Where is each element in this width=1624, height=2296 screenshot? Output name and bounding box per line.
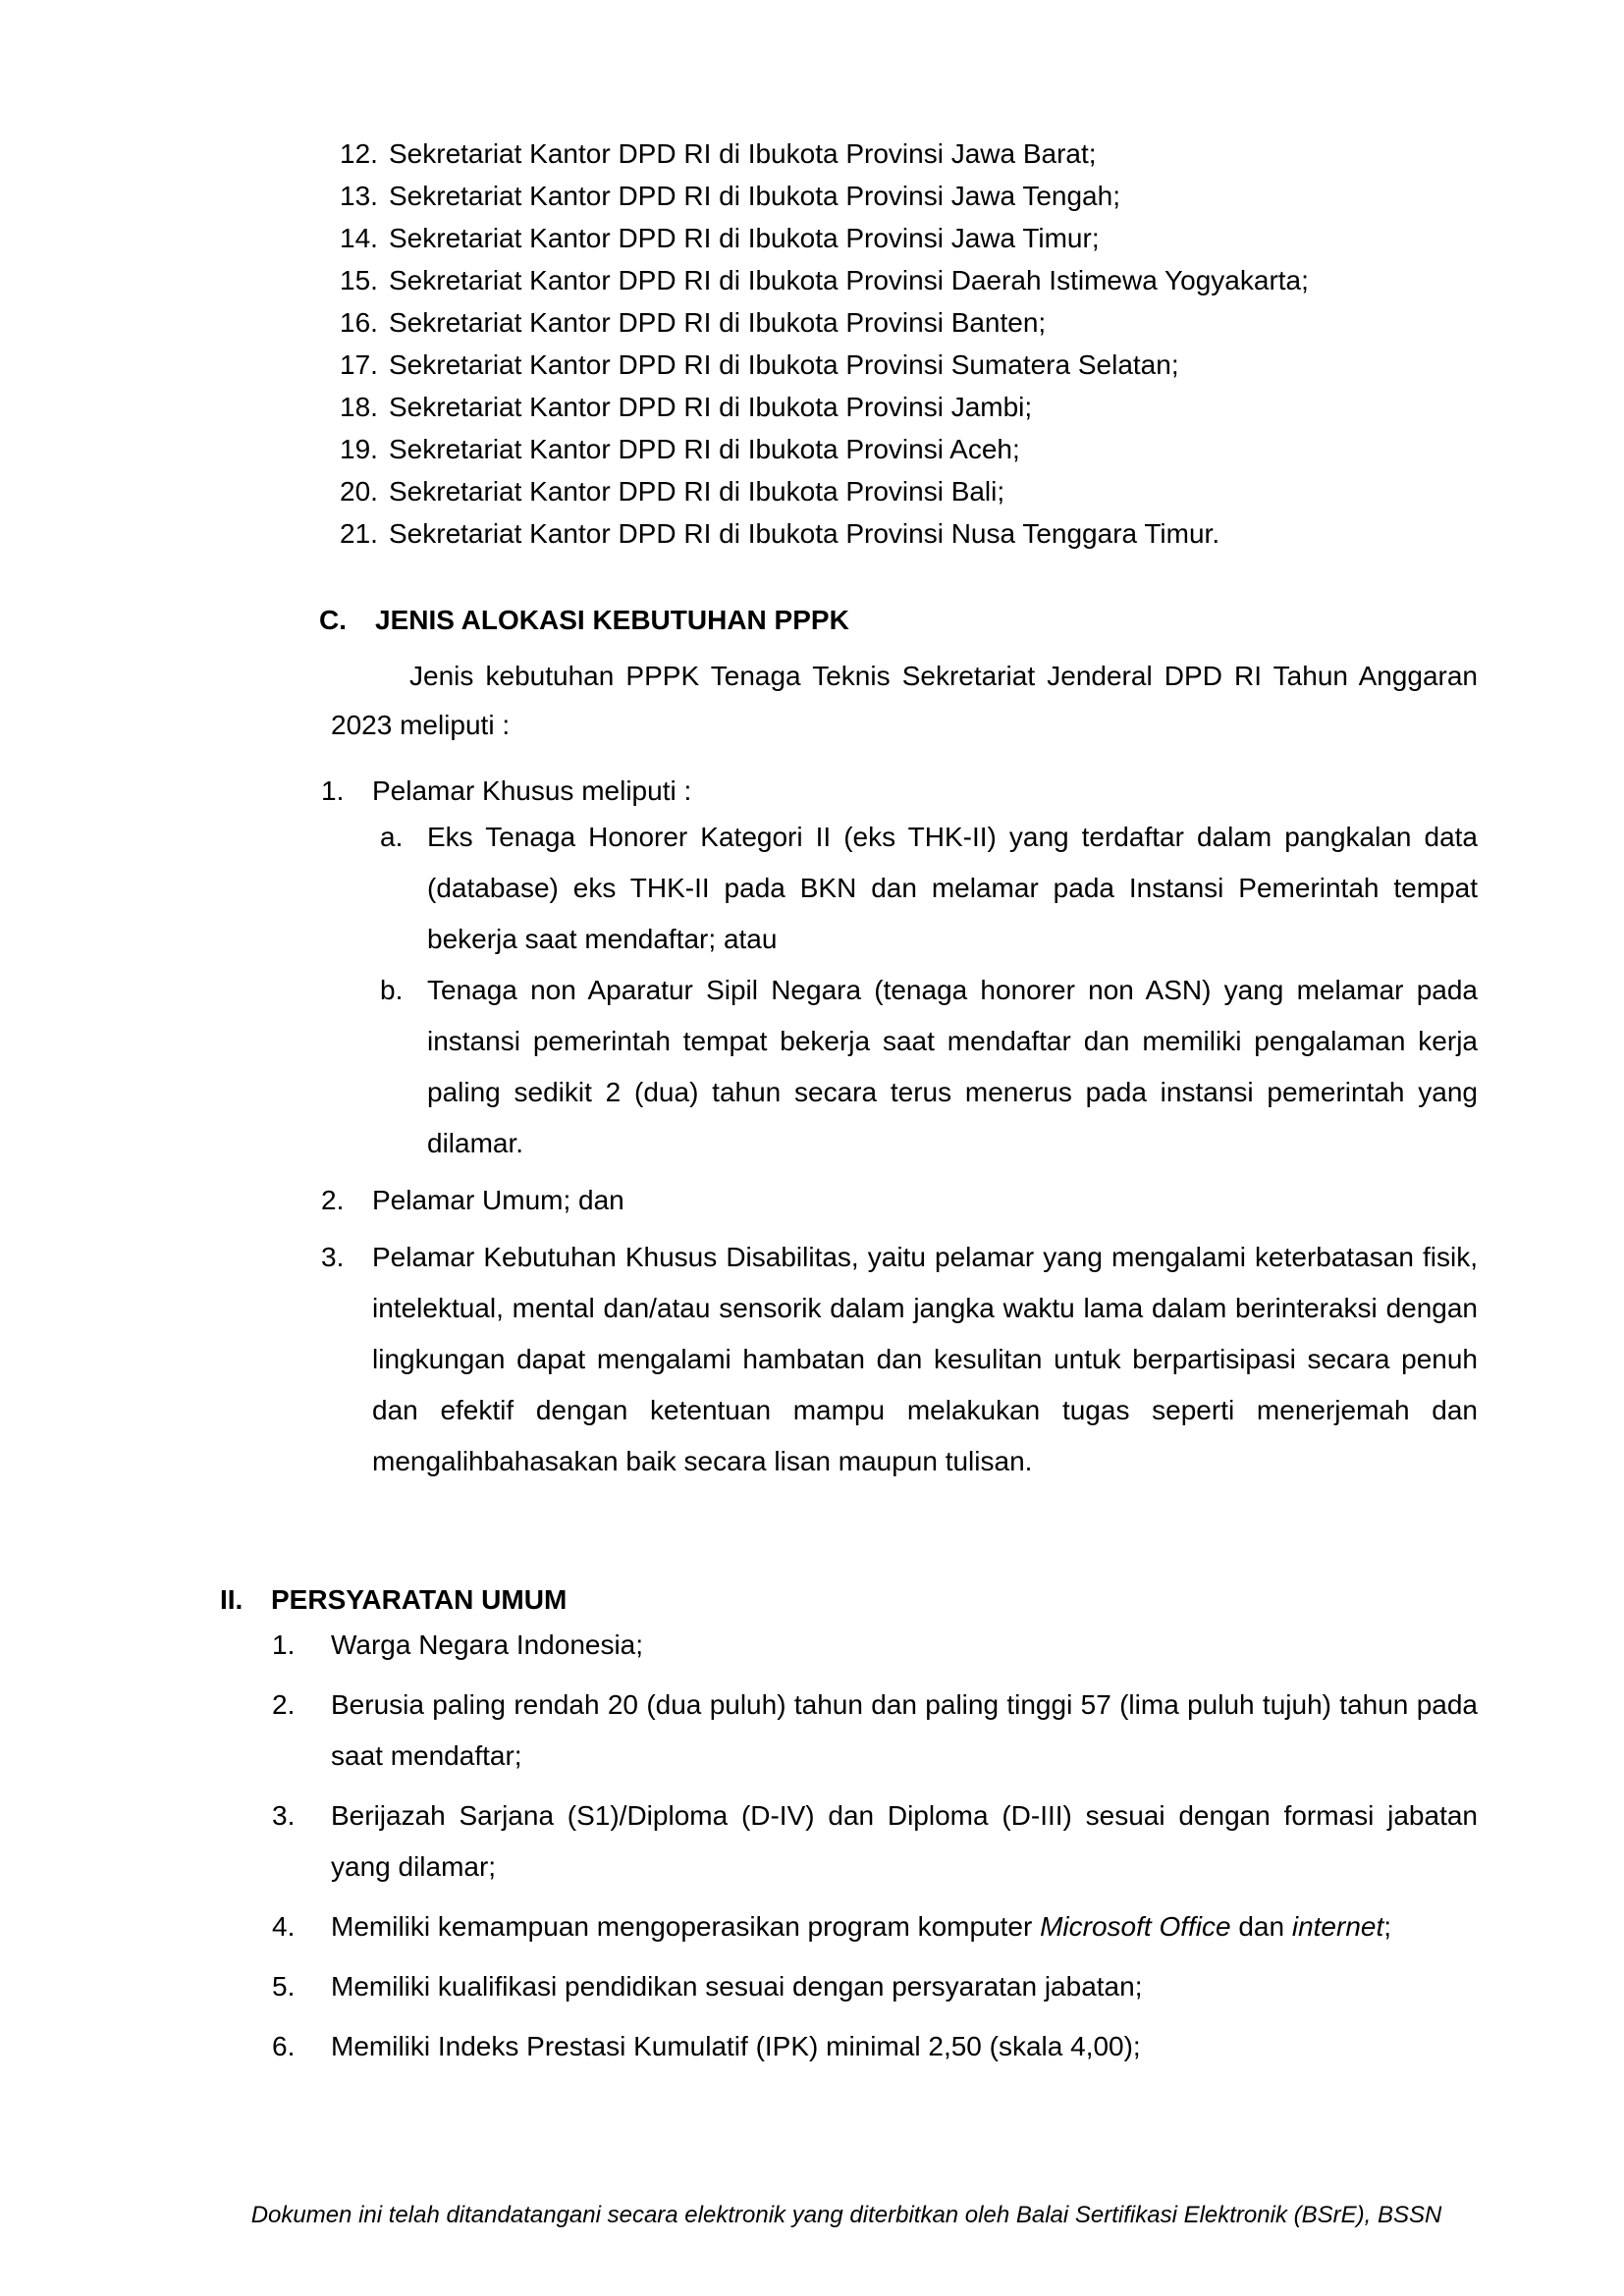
list-item <box>321 1232 1478 1487</box>
item-text: Sekretariat Kantor DPD RI di Ibukota Provinsi Nusa Tenggara Timur. <box>389 518 1220 549</box>
item-number: 21. <box>340 518 378 549</box>
item-letter: a. <box>380 822 404 852</box>
item-text: Sekretariat Kantor DPD RI di Ibukota Provinsi Aceh; <box>389 434 1020 464</box>
list-item <box>340 217 1538 259</box>
item-text: Sekretariat Kantor DPD RI di Ibukota Provinsi Jambi; <box>389 392 1033 422</box>
item-number: 17. <box>340 349 378 380</box>
item-number: 19. <box>340 434 378 464</box>
item-number: 16. <box>340 307 378 338</box>
item-text-part: ; <box>1383 1911 1392 1942</box>
item-text: Pelamar Kebutuhan Khusus Disabilitas, yaitu pelamar yang mengalami keterbatasan fisik, intelektual, mental dan/atau sensorik dalam jangka waktu lama dalam berinteraksi dengan lingkungan dapat mengalami hambatan dan kesulitan untuk berpartisipasi secara penuh dan efektif dengan ketentuan mampu melakukan tugas seperti menerjemah dan mengalihbahasakan baik secara lisan maupun tulisan. <box>372 1242 1478 1476</box>
general-requirements-list <box>272 1620 1478 2072</box>
item-number: 2. <box>272 1689 296 1720</box>
italic-text: Microsoft Office <box>1040 1911 1231 1942</box>
list-item <box>340 344 1538 386</box>
list-item <box>380 965 1478 1169</box>
list-item <box>340 428 1538 470</box>
item-text: Sekretariat Kantor DPD RI di Ibukota Provinsi Jawa Timur; <box>389 223 1100 253</box>
list-item <box>272 1620 1478 1671</box>
section-label: II. <box>220 1584 244 1615</box>
list-item <box>340 259 1538 301</box>
item-number: 18. <box>340 392 378 422</box>
item-number: 13. <box>340 181 378 211</box>
item-number: 2. <box>321 1185 345 1215</box>
item-number: 15. <box>340 265 378 295</box>
office-location-list <box>340 133 1538 555</box>
list-item <box>272 1680 1478 1782</box>
list-item <box>340 175 1538 217</box>
list-item <box>272 1961 1478 2012</box>
item-text: Pelamar Khusus meliputi : <box>372 775 692 806</box>
list-item <box>340 470 1538 512</box>
item-text: Memiliki kualifikasi pendidikan sesuai dengan persyaratan jabatan; <box>331 1971 1143 2002</box>
list-item <box>340 512 1538 555</box>
italic-text: internet <box>1291 1911 1384 1942</box>
list-item <box>340 301 1538 344</box>
item-text: Berusia paling rendah 20 (dua puluh) tahun dan paling tinggi 57 (lima puluh tujuh) tahun pada saat mendaftar; <box>331 1689 1478 1771</box>
item-number: 1. <box>272 1629 296 1660</box>
item-text: Sekretariat Kantor DPD RI di Ibukota Provinsi Jawa Barat; <box>389 138 1097 169</box>
item-text: Sekretariat Kantor DPD RI di Ibukota Provinsi Bali; <box>389 476 1005 507</box>
item-text-part: Memiliki kemampuan mengoperasikan program komputer <box>331 1911 1041 1942</box>
item-text: Sekretariat Kantor DPD RI di Ibukota Provinsi Jawa Tengah; <box>389 181 1120 211</box>
sub-item-list <box>380 812 1478 1169</box>
item-text: Eks Tenaga Honorer Kategori II (eks THK-II) yang terdaftar dalam pangkalan data (database) eks THK-II pada BKN dan melamar pada Instansi Pemerintah tempat bekerja saat mendaftar; atau <box>427 822 1478 954</box>
applicant-type-list <box>321 770 1478 1487</box>
item-number: 1. <box>321 775 345 806</box>
item-text: Memiliki Indeks Prestasi Kumulatif (IPK) minimal 2,50 (skala 4,00); <box>331 2031 1141 2061</box>
section-title: PERSYARATAN UMUM <box>271 1584 568 1615</box>
item-number: 3. <box>321 1242 345 1272</box>
item-text: Berijazah Sarjana (S1)/Diploma (D-IV) dan Diploma (D-III) sesuai dengan formasi jabatan yang dilamar; <box>331 1800 1478 1882</box>
list-item <box>340 386 1538 428</box>
item-letter: b. <box>380 975 404 1005</box>
list-item <box>321 770 1478 1169</box>
list-item <box>272 2021 1478 2072</box>
item-text: Tenaga non Aparatur Sipil Negara (tenaga honorer non ASN) yang melamar pada instansi pemerintah tempat bekerja saat mendaftar dan memiliki pengalaman kerja paling sedikit 2 (dua) tahun secara terus menerus pada instansi pemerintah yang dilamar. <box>427 975 1478 1158</box>
section-label: C. <box>319 605 347 635</box>
list-item <box>272 1901 1478 1952</box>
list-item <box>272 1790 1478 1893</box>
list-item <box>380 812 1478 965</box>
item-number: 14. <box>340 223 378 253</box>
item-text-part: dan <box>1230 1911 1292 1942</box>
item-number: 4. <box>272 1911 296 1942</box>
item-number: 12. <box>340 138 378 169</box>
item-text: Pelamar Umum; dan <box>372 1185 624 1215</box>
item-text: Sekretariat Kantor DPD RI di Ibukota Provinsi Banten; <box>389 307 1047 338</box>
item-number: 3. <box>272 1800 296 1831</box>
list-item <box>340 133 1538 175</box>
item-number: 5. <box>272 1971 296 2002</box>
item-text <box>331 1901 1478 1952</box>
item-text: Warga Negara Indonesia; <box>331 1629 644 1660</box>
item-text: Sekretariat Kantor DPD RI di Ibukota Provinsi Daerah Istimewa Yogyakarta; <box>389 265 1309 295</box>
section-c-intro: Jenis kebutuhan PPPK Tenaga Teknis Sekretariat Jenderal DPD RI Tahun Anggaran 2023 meliputi : <box>331 661 1478 740</box>
section-c-heading <box>319 600 1478 641</box>
list-item <box>321 1175 1478 1226</box>
section-title: JENIS ALOKASI KEBUTUHAN PPPK <box>375 605 849 635</box>
item-text: Sekretariat Kantor DPD RI di Ibukota Provinsi Sumatera Selatan; <box>389 349 1179 380</box>
item-number: 20. <box>340 476 378 507</box>
section-ii-heading <box>220 1579 1477 1621</box>
item-number: 6. <box>272 2031 296 2061</box>
footer-note: Dokumen ini telah ditandatangani secara elektronik yang diterbitkan oleh Balai Sertifikasi Elektronik (BSrE), BSSN <box>250 2202 1442 2228</box>
